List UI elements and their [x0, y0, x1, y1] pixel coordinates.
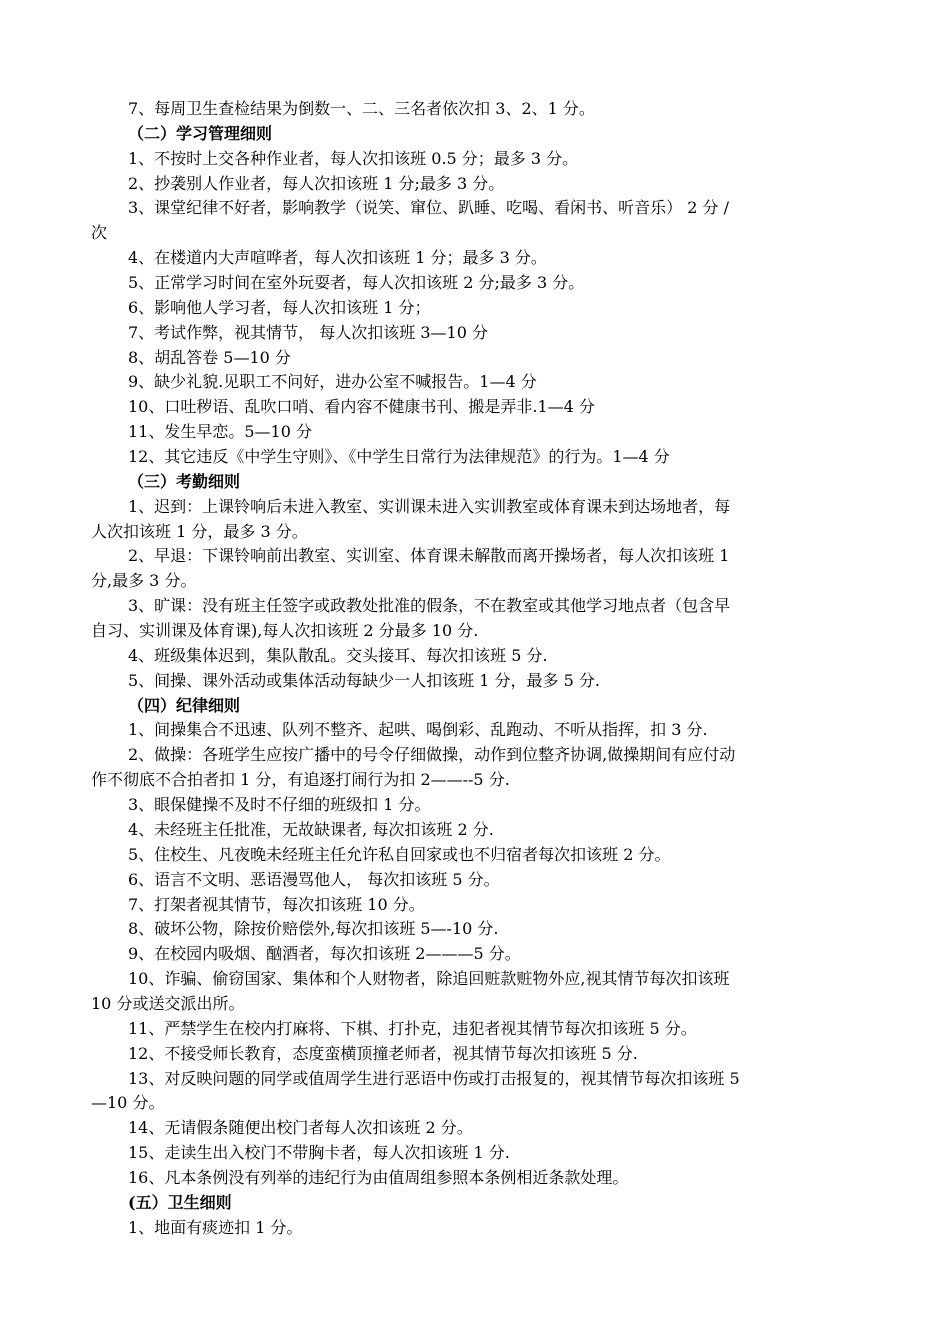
text-line: 1、不按时上交各种作业者，每人次扣该班 0.5 分；最多 3 分。 [128, 148, 579, 168]
text-line: 7、每周卫生查检结果为倒数一、二、三名者依次扣 3、2、1 分。 [128, 99, 595, 118]
text-line: 12、其它违反《中学生守则》、《中学生日常行为法律规范》的行为。1—4 分 [128, 447, 670, 467]
section-heading: (五）卫生细则 [128, 1192, 232, 1212]
text-line: 11、严禁学生在校内打麻将、下棋、打扑克，违犯者视其情节每次扣该班 5 分。 [128, 1018, 697, 1038]
text-line: 8、胡乱答卷 5—10 分 [128, 347, 291, 367]
section-heading: （四）纪律细则 [128, 695, 241, 715]
text-line: 9、缺少礼貌.见职工不问好，进办公室不喊报告。1—4 分 [128, 372, 537, 392]
text-line: 自习、实训课及体育课),每人次扣该班 2 分最多 10 分. [91, 621, 479, 641]
text-line: 10、诈骗、偷窃国家、集体和个人财物者，除追回赃款赃物外应,视其情节每次扣该班 [128, 969, 730, 989]
text-line: 13、对反映问题的同学或值周学生进行恶语中伤或打击报复的，视其情节每次扣该班 5 [128, 1068, 740, 1088]
text-line: 人次扣该班 1 分，最多 3 分。 [91, 521, 308, 541]
text-line: 12、不接受师长教育，态度蛮横顶撞老师者，视其情节每次扣该班 5 分. [128, 1043, 638, 1063]
text-line: 7、打架者视其情节，每次扣该班 10 分。 [128, 894, 425, 914]
text-line: 1、间操集合不迅速、队列不整齐、起哄、喝倒彩、乱跑动、不听从指挥，扣 3 分. [128, 720, 708, 740]
text-line: 16、凡本条例没有列举的违纪行为由值周组参照本条例相近条款处理。 [128, 1167, 629, 1187]
text-line: 2、早退：下课铃响前出教室、实训室、体育课未解散而离开操场者，每人次扣该班 1 [128, 546, 730, 566]
text-line: 14、无请假条随便出校门者每人次扣该班 2 分。 [128, 1118, 473, 1138]
section-heading: （三）考勤细则 [128, 471, 241, 491]
text-line: 1、地面有痰迹扣 1 分。 [128, 1217, 303, 1237]
text-line: 作不彻底不合拍者扣 1 分，有追逐打闹行为扣 2——--5 分. [91, 770, 510, 790]
text-line: 3、眼保健操不及时不仔细的班级扣 1 分。 [128, 795, 431, 815]
text-line: 4、在楼道内大声喧哗者，每人次扣该班 1 分；最多 3 分。 [128, 248, 547, 268]
text-line: 5、间操、课外活动或集体活动每缺少一人扣该班 1 分，最多 5 分. [128, 670, 600, 690]
text-line: 11、发生早恋。5—10 分 [128, 422, 312, 442]
text-line: 3、旷课：没有班主任签字或政教处批准的假条，不在教室或其他学习地点者（包含早 [128, 596, 731, 616]
text-line: 15、走读生出入校门不带胸卡者，每人次扣该班 1 分. [128, 1143, 510, 1163]
text-line: 2、做操：各班学生应按广播中的号令仔细做操，动作到位整齐协调,做操期间有应付动 [128, 745, 736, 765]
text-line: 8、破坏公物，除按价赔偿外,每次扣该班 5—-10 分. [128, 919, 499, 939]
section-heading: （二）学习管理细则 [128, 123, 273, 143]
text-line: 6、影响他人学习者，每人次扣该班 1 分； [128, 297, 431, 317]
text-line: 7、考试作弊，视其情节， 每人次扣该班 3—10 分 [128, 322, 488, 342]
text-line: —10 分。 [91, 1093, 165, 1113]
text-line: 3、课堂纪律不好者，影响教学（说笑、窜位、趴睡、吃喝、看闲书、听音乐） 2 分 / [128, 198, 730, 218]
text-line: 10、口吐秽语、乱吹口哨、看内容不健康书刊、搬是弄非.1—4 分 [128, 397, 595, 417]
text-line: 1、迟到：上课铃响后未进入教室、实训课未进入实训教室或体育课未到达场地者，每 [128, 496, 731, 516]
text-line: 4、未经班主任批准，无故缺课者, 每次扣该班 2 分. [128, 819, 494, 839]
text-line: 次 [91, 223, 108, 243]
text-line: 5、住校生、凡夜晚未经班主任允许私自回家或也不归宿者每次扣该班 2 分。 [128, 844, 671, 864]
text-line: 9、在校园内吸烟、酗酒者，每次扣该班 2———5 分。 [128, 944, 521, 964]
text-line: 2、抄袭别人作业者，每人次扣该班 1 分;最多 3 分。 [128, 173, 505, 193]
text-line: 6、语言不文明、恶语漫骂他人， 每次扣该班 5 分。 [128, 869, 500, 889]
document-body [91, 97, 859, 1241]
text-line: 分,最多 3 分。 [91, 571, 197, 591]
text-line: 10 分或送交派出所。 [91, 993, 245, 1013]
text-line: 4、班级集体迟到，集队散乱。交头接耳、每次扣该班 5 分. [128, 645, 548, 665]
text-line: 5、正常学习时间在室外玩耍者，每人次扣该班 2 分;最多 3 分。 [128, 273, 585, 293]
